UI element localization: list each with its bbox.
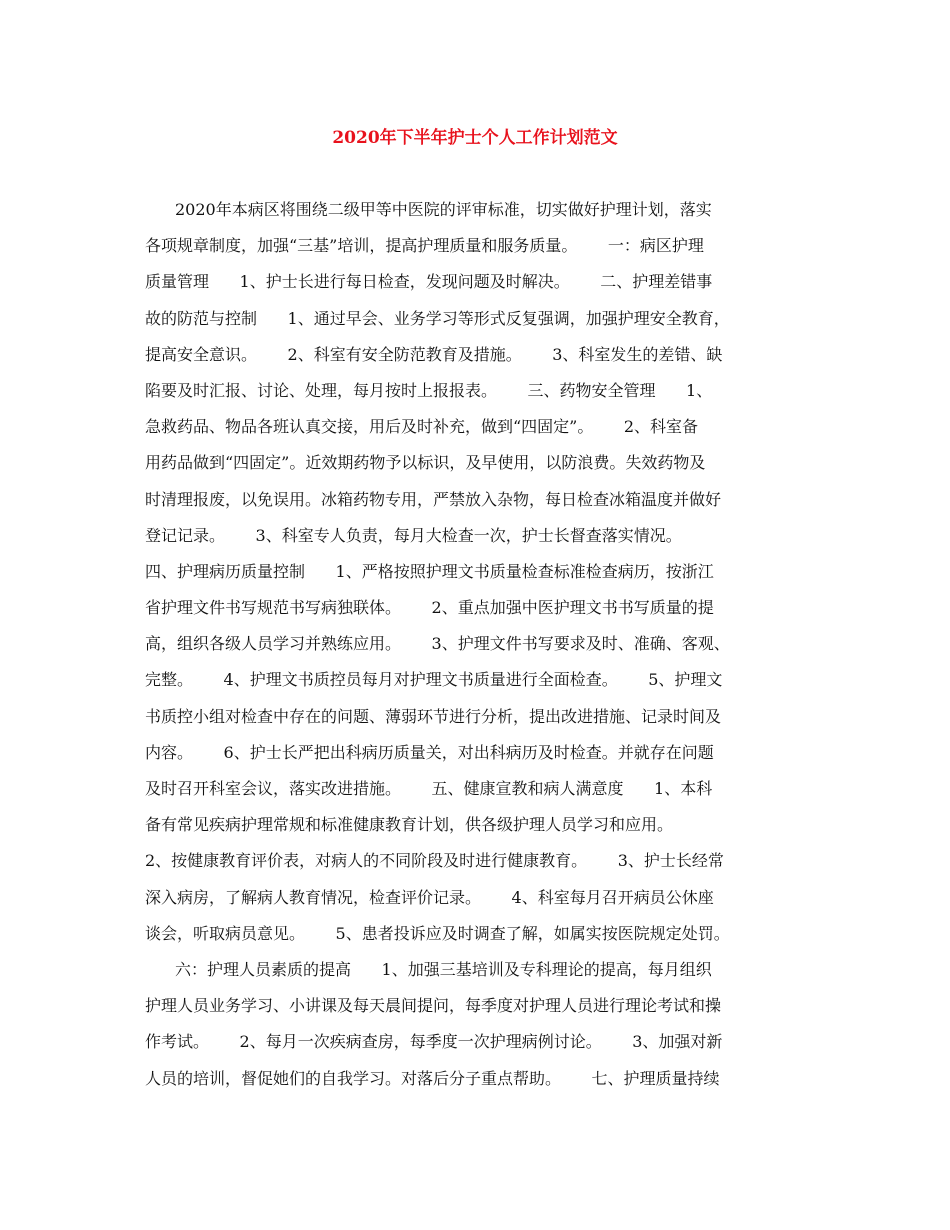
body-line <box>145 234 825 270</box>
body-line <box>145 958 825 994</box>
body-line-text: 用药品做到“四固定”。近效期药物予以标识，及早使用，以防浪费。失效药物及 <box>145 453 706 473</box>
body-line <box>145 596 825 632</box>
body-line <box>145 813 825 849</box>
body-line-text: 故的防范与控制 1、通过早会、业务学习等形式反复强调，加强护理安全教育， <box>145 308 730 328</box>
body-line-text: 登记记录。 3、科室专人负责，每月大检查一次，护士长督查落实情况。 <box>145 525 682 545</box>
body-line-text: 提高安全意识。 2、科室有安全防范教育及措施。 3、科室发生的差错、缺 <box>145 344 723 364</box>
body-line-text: 内容。 6、护士长严把出科病历质量关，对出科病历及时检查。并就存在问题 <box>145 742 714 762</box>
body-line <box>145 741 825 777</box>
body-line <box>145 198 825 234</box>
body-line <box>145 668 825 704</box>
body-line-text: 及时召开科室会议，落实改进措施。 五、健康宣教和病人满意度 1、本科 <box>145 779 713 798</box>
body-line-text: 2020年本病区将围绕二级甲等中医院的评审标准，切实做好护理计划，落实 <box>175 200 712 219</box>
body-line <box>145 849 825 885</box>
body-line <box>145 379 825 415</box>
body-line-text: 质量管理 1、护士长进行每日检查，发现问题及时解决。 二、护理差错事 <box>145 272 713 292</box>
body-line-text: 省护理文件书写规范书写病独联体。 2、重点加强中医护理文书书写质量的提 <box>145 598 714 618</box>
body-line <box>145 307 825 343</box>
body-line <box>145 1067 825 1103</box>
body-line <box>145 270 825 306</box>
body-line-text: 高，组织各级人员学习并熟练应用。 3、护理文件书写要求及时、准确、客观、 <box>145 634 730 654</box>
body-line <box>145 1030 825 1066</box>
body-line-text: 各项规章制度，加强“三基”培训，提高护理质量和服务质量。 一：病区护理 <box>145 236 704 256</box>
body-line <box>145 705 825 741</box>
body-line-text: 陷要及时汇报、讨论、处理，每月按时上报报表。 三、药物安全管理 1、 <box>145 380 713 400</box>
body-line-text: 深入病房，了解病人教育情况，检查评价记录。 4、科室每月召开病员公休座 <box>145 887 714 907</box>
body-line <box>145 777 825 813</box>
body-line-text: 书质控小组对检查中存在的问题、薄弱环节进行分析，提出改进措施、记录时间及 <box>145 706 722 726</box>
body-line <box>145 922 825 958</box>
body-line-text: 作考试。 2、每月一次疾病查房，每季度一次护理病例讨论。 3、加强对新 <box>145 1032 723 1052</box>
body-line <box>145 415 825 451</box>
body-line <box>145 451 825 487</box>
body-line-text: 时清理报废，以免误用。冰箱药物专用，严禁放入杂物，每日检查冰箱温度并做好 <box>145 489 722 509</box>
body-line <box>145 632 825 668</box>
body-line-text: 六：护理人员素质的提高 1、加强三基培训及专科理论的提高，每月组织 <box>175 959 712 979</box>
document-title: 2020年下半年护士个人工作计划范文 <box>332 128 618 148</box>
body-line <box>145 524 825 560</box>
body-line-text: 护理人员业务学习、小讲课及每天晨间提问，每季度对护理人员进行理论考试和操 <box>145 996 722 1016</box>
body-line-text: 完整。 4、护理文书质控员每月对护理文书质量进行全面检查。 5、护理文 <box>145 670 723 690</box>
body-line-text: 人员的培训，督促她们的自我学习。对落后分子重点帮助。 七、护理质量持续 <box>145 1068 720 1088</box>
body-line-text: 急救药品、物品各班认真交接，用后及时补充，做到“四固定”。 2、科室备 <box>145 417 699 437</box>
body-line <box>145 886 825 922</box>
body-line <box>145 343 825 379</box>
body-line-text: 四、护理病历质量控制 1、严格按照护理文书质量检查标准检查病历，按浙江 <box>145 561 714 581</box>
body-line-text: 备有常见疾病护理常规和标准健康教育计划，供各级护理人员学习和应用。 <box>145 815 674 835</box>
body-line-text: 2、按健康教育评价表，对病人的不同阶段及时进行健康教育。 3、护士长经常 <box>145 851 724 871</box>
document-body <box>145 198 825 1103</box>
body-line <box>145 994 825 1030</box>
body-line-text: 谈会，听取病员意见。 5、患者投诉应及时调查了解，如属实按医院规定处罚。 <box>145 923 730 943</box>
body-line <box>145 488 825 524</box>
body-line <box>145 560 825 596</box>
